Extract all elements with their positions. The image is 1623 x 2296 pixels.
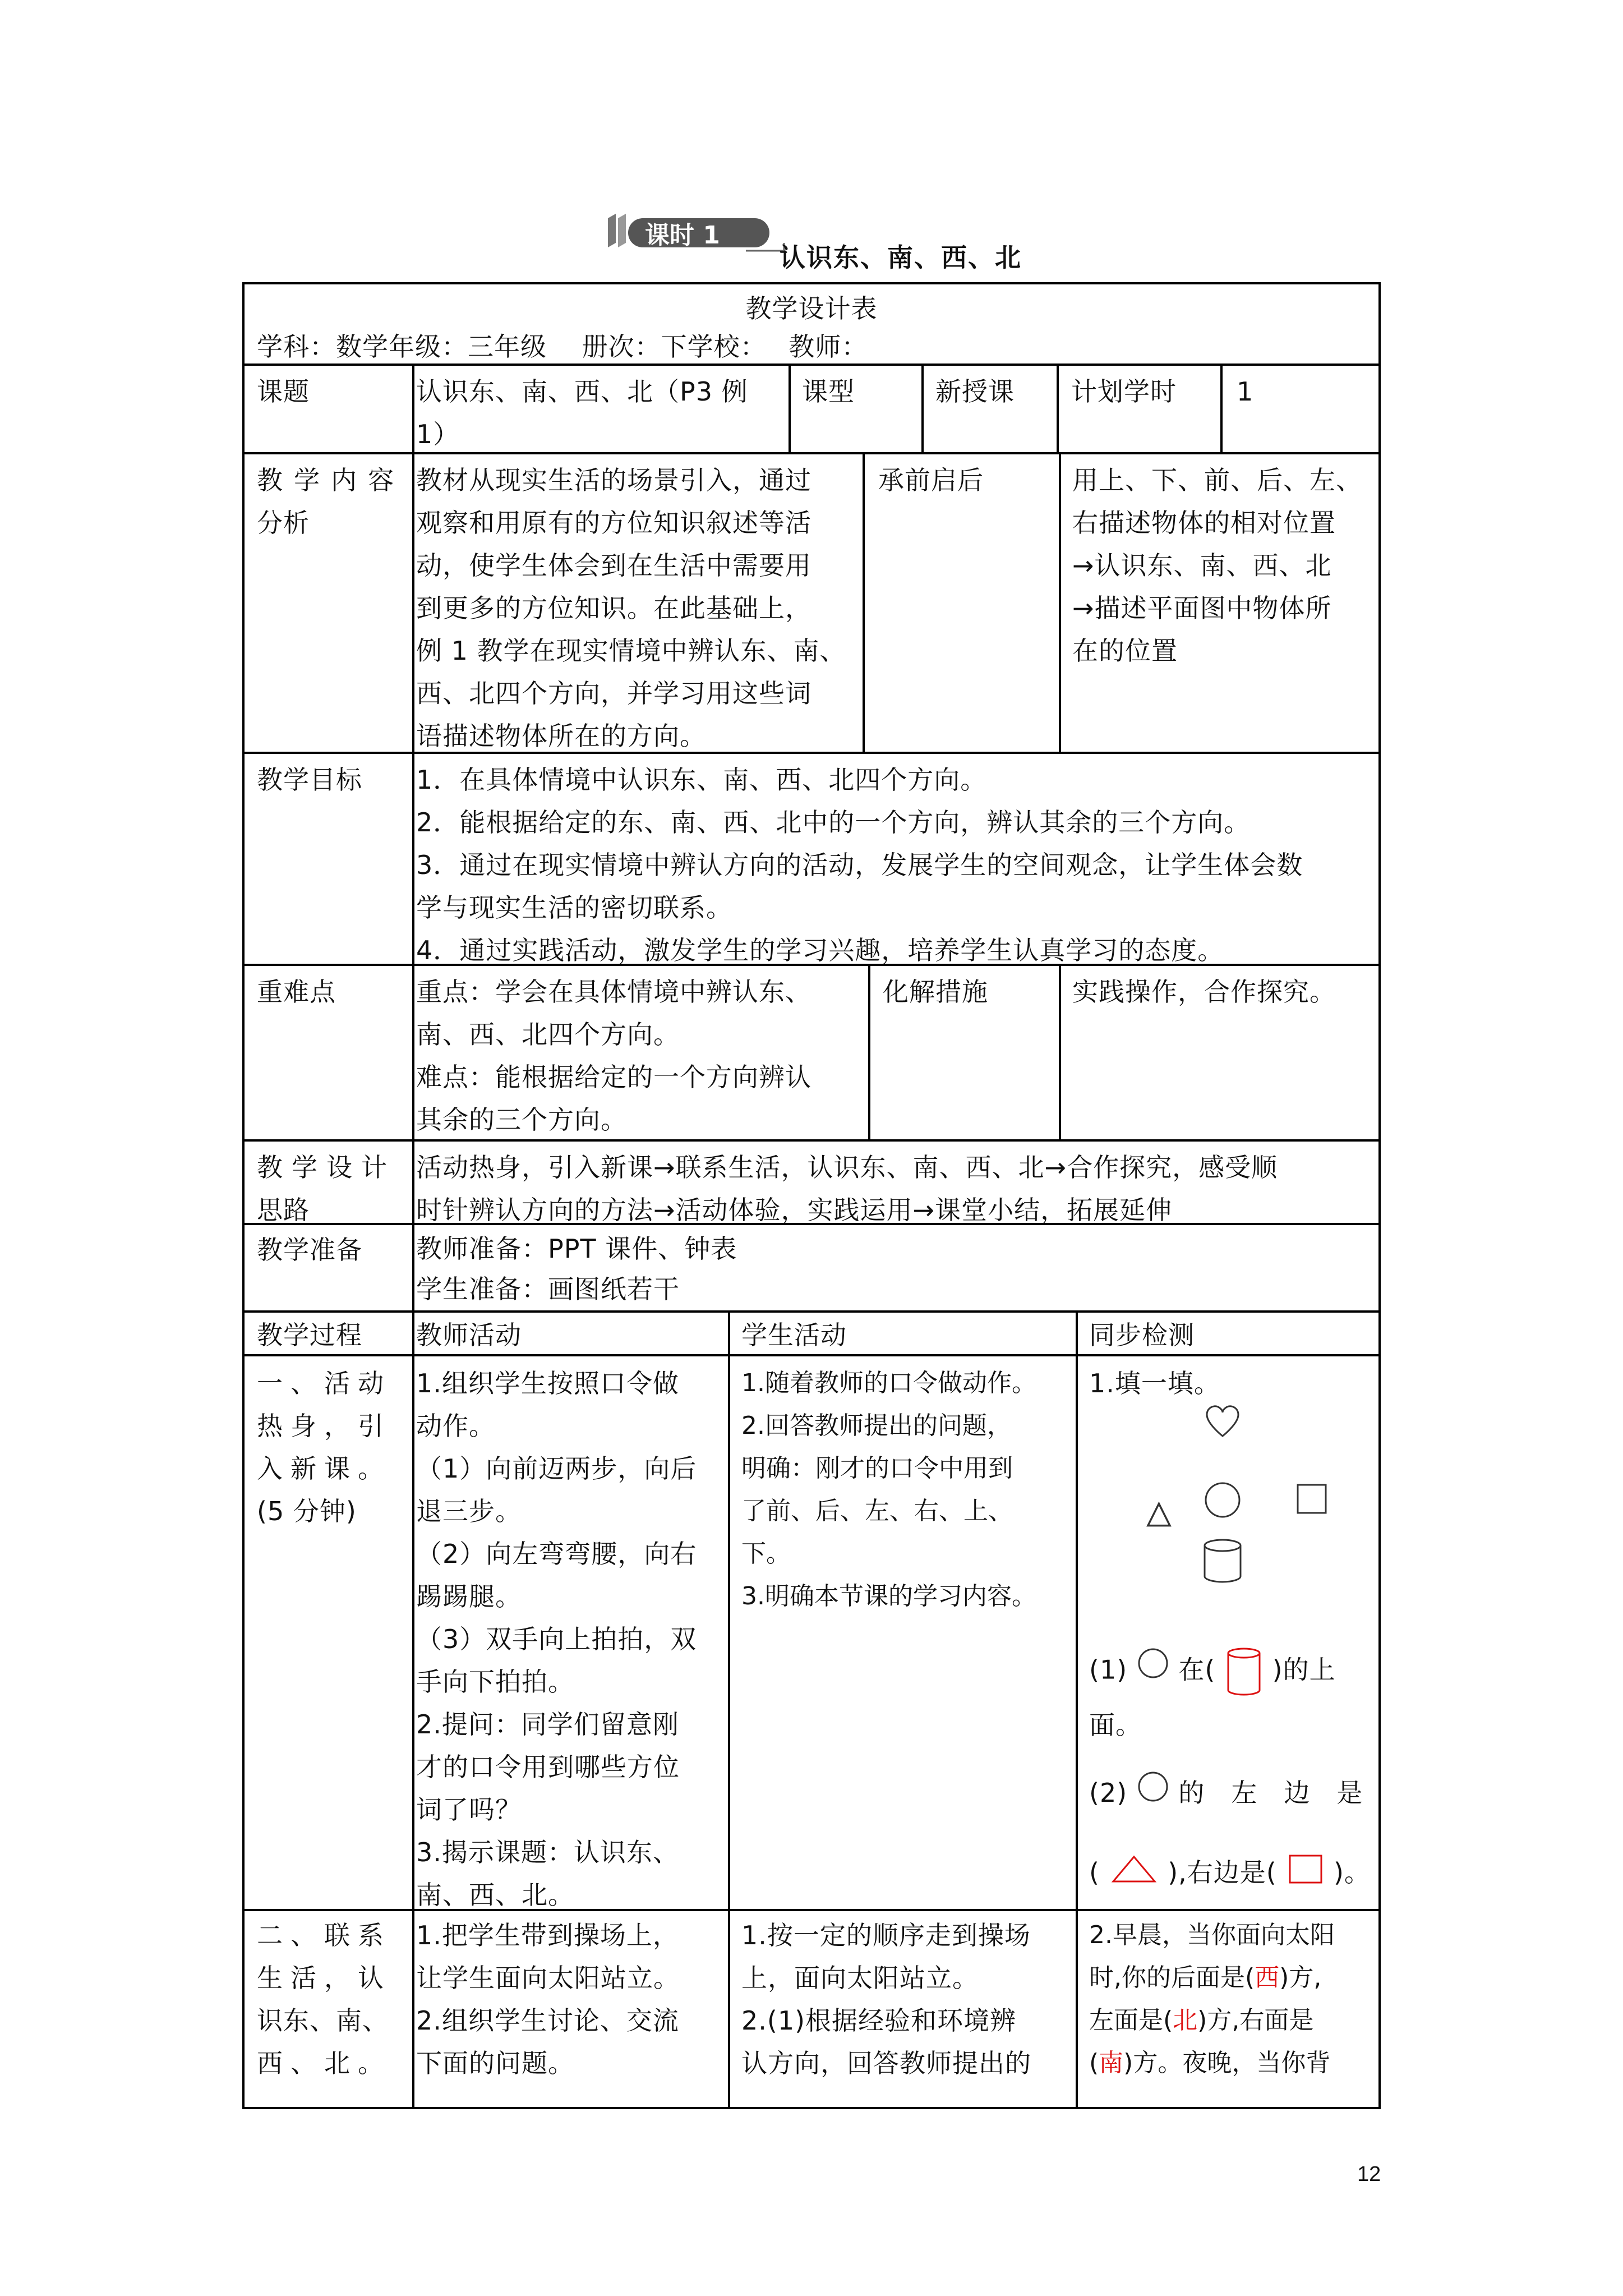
- lesson-title: 认识东、南、西、北: [780, 242, 1022, 273]
- square-answer-icon: [1285, 1852, 1325, 1886]
- stage-2-label-4: 西、北。: [257, 2048, 391, 2078]
- check-2-line-1: 2.早晨，当你面向太阳: [1089, 1921, 1335, 1949]
- planned-hours-label: 计划学时: [1071, 376, 1177, 407]
- content-analysis-text: [416, 459, 859, 757]
- key-points-text: [416, 970, 865, 1141]
- preparation-text: [416, 1228, 1375, 1309]
- stage-1-teacher-line-9: 2.提问：同学们留意刚: [416, 1709, 679, 1740]
- preparation-label: 教学准备: [257, 1235, 362, 1265]
- content-line-5: 例 1 教学在现实情境中辨认东、南、: [416, 636, 846, 666]
- check-2-line-4-c: )方。夜晚，当你背: [1123, 2049, 1331, 2077]
- check-2-line-2-a: 时,你的后面是(: [1089, 1963, 1255, 1992]
- circle-icon: [1206, 1483, 1239, 1517]
- stage-2-student-line-2: 上，面向太阳站立。: [741, 1963, 979, 1993]
- key-point-line-3: 难点：能根据给定的一个方向辨认: [416, 1062, 811, 1092]
- triangle-answer-icon: [1109, 1852, 1159, 1886]
- objective-3-cont: 学与现实生活的密切联系。: [416, 892, 732, 923]
- objective-1: 1．在具体情境中认识东、南、西、北四个方向。: [416, 765, 987, 795]
- connection-line-5: 在的位置: [1072, 636, 1178, 666]
- content-analysis-label-1: 教学内容: [257, 465, 405, 495]
- check-1-title: 1.填一填。: [1089, 1368, 1220, 1398]
- check-2-line-2-c: )方,: [1279, 1963, 1322, 1992]
- connection-line-2: 右描述物体的相对位置: [1072, 508, 1336, 538]
- stage-1-teacher-line-6: 踢踢腿。: [416, 1581, 522, 1612]
- objectives-text: [416, 758, 1375, 972]
- stage-1-teacher-line-1: 1.组织学生按照口令做: [416, 1368, 679, 1398]
- stage-2-student-line-4: 认方向，回答教师提出的: [741, 2048, 1031, 2078]
- stage-2-label-3: 识东、南、: [257, 2005, 389, 2036]
- stage-2-label-2: 生活，认: [257, 1963, 391, 1993]
- check-2-line-2: [1089, 1957, 1376, 1999]
- check-2-line-4: [1089, 2042, 1376, 2085]
- stage-2-student-line-3: 2.(1)根据经验和环境辨: [741, 2005, 1017, 2036]
- student-activity-header: 学生活动: [741, 1320, 847, 1350]
- circle-icon: [1136, 1646, 1170, 1680]
- lesson-type-label: 课型: [802, 376, 855, 407]
- stage-1-teacher-line-4: 退三步。: [416, 1496, 522, 1526]
- resolution-text: 实践操作，合作探究。: [1072, 977, 1336, 1007]
- check-1-shapes: [1082, 1402, 1363, 1588]
- key-point-line-2: 南、西、北四个方向。: [416, 1019, 680, 1050]
- connection-line-3: →认识东、南、西、北: [1072, 550, 1332, 581]
- check-1-question-2-cont: [1089, 1851, 1375, 1894]
- stage-1-label-4: (5 分钟): [257, 1496, 357, 1526]
- q1-mid: 在(: [1178, 1654, 1216, 1685]
- stage-1-teacher-line-11: 词了吗？: [416, 1795, 522, 1825]
- teacher-activity-header: 教师活动: [416, 1320, 522, 1350]
- objective-4: 4．通过实践活动，激发学生的学习兴趣，培养学生认真学习的态度。: [416, 935, 1224, 965]
- content-line-7: 语描述物体所在的方向。: [416, 721, 706, 751]
- answer-south: 南: [1099, 2049, 1124, 2077]
- stage-1-label-1: 一、活动: [257, 1368, 391, 1398]
- lesson-type-value: 新授课: [935, 376, 1015, 407]
- teacher-preparation: 教师准备：PPT 课件、钟表: [416, 1234, 737, 1264]
- check-2-line-3-a: 左面是(: [1089, 2006, 1173, 2035]
- design-idea-line-1: 活动热身，引入新课→联系生活，认识东、南、西、北→合作探究，感受顺: [416, 1152, 1278, 1182]
- content-line-1: 教材从现实生活的场景引入，通过: [416, 465, 811, 495]
- connection-label: 承前启后: [878, 465, 984, 495]
- answer-west: 西: [1255, 1963, 1280, 1992]
- check-2-line-3: [1089, 1999, 1376, 2042]
- stage-1-student-line-3: 明确：刚才的口令中用到: [741, 1454, 1013, 1483]
- check-1-question-1-cont: 面。: [1089, 1710, 1142, 1740]
- topic-value: [416, 370, 786, 455]
- stage-2-label-1: 二、联系: [257, 1920, 391, 1950]
- stage-1-teacher-line-5: （2）向左弯弯腰，向右: [416, 1539, 697, 1569]
- stage-1-student-line-2: 2.回答教师提出的问题，: [741, 1411, 1012, 1440]
- stage-1-label-3: 入新课。: [257, 1453, 391, 1484]
- stage-2-check: [1089, 1914, 1376, 2085]
- stage-2-student: [741, 1914, 1075, 2085]
- stage-1-teacher-line-3: （1）向前迈两步，向后: [416, 1453, 697, 1484]
- stage-1-student-line-1: 1.随着教师的口令做动作。: [741, 1369, 1036, 1397]
- stage-1-student-line-6: 3.明确本节课的学习内容。: [741, 1582, 1036, 1611]
- q2-prefix: (2): [1089, 1778, 1128, 1808]
- objective-2: 2．能根据给定的东、南、西、北中的一个方向，辨认其余的三个方向。: [416, 807, 1251, 838]
- design-idea-label: [257, 1146, 404, 1231]
- content-analysis-label: [257, 459, 404, 544]
- cylinder-icon: [1205, 1540, 1241, 1582]
- key-points-label: 重难点: [257, 977, 336, 1007]
- stage-2-teacher-line-2: 让学生面向太阳站立。: [416, 1963, 680, 1993]
- stage-1-teacher-line-13: 南、西、北。: [416, 1880, 574, 1910]
- stage-2-teacher-line-3: 2.组织学生讨论、交流: [416, 2005, 679, 2036]
- objective-3: 3．通过在现实情境中辨认方向的活动，发展学生的空间观念，让学生体会数: [416, 850, 1303, 880]
- stage-1-student-line-4: 了前、后、左、右、上、: [741, 1497, 1013, 1525]
- content-analysis-label-2: 分析: [257, 508, 310, 538]
- resolution-label: 化解措施: [883, 977, 988, 1007]
- design-idea-label-1: 教学设计: [257, 1152, 396, 1182]
- design-idea-text: [416, 1146, 1375, 1231]
- connection-line-1: 用上、下、前、后、左、: [1072, 465, 1362, 495]
- stage-2-teacher-line-1: 1.把学生带到操场上，: [416, 1920, 679, 1950]
- design-idea-line-2: 时针辨认方向的方法→活动体验，实践运用→课堂小结，拓展延伸: [416, 1195, 1173, 1225]
- page-number: 12: [1357, 2162, 1381, 2186]
- q2-close: )。: [1333, 1857, 1371, 1888]
- triangle-icon: [1148, 1504, 1170, 1526]
- stage-1-teacher: [416, 1362, 726, 1916]
- student-preparation: 学生准备：画图纸若干: [416, 1274, 680, 1304]
- stage-1-teacher-line-10: 才的口令用到哪些方位: [416, 1752, 680, 1782]
- key-point-line-1: 重点：学会在具体情境中辨认东、: [416, 977, 811, 1007]
- design-idea-label-2: 思路: [257, 1195, 310, 1225]
- q2-right: ),右边是(: [1168, 1857, 1277, 1888]
- process-header: 教学过程: [257, 1320, 362, 1350]
- stage-1-teacher-line-8: 手向下拍拍。: [416, 1667, 574, 1697]
- content-line-2: 观察和用原有的方位知识叙述等活: [416, 508, 811, 538]
- table-meta-line: 学科：数学年级：三年级 册次：下学校： 教师：: [257, 332, 868, 362]
- answer-north: 北: [1173, 2006, 1198, 2035]
- content-line-6: 西、北四个方向，并学习用这些词: [416, 678, 811, 708]
- q2-open: (: [1089, 1857, 1100, 1888]
- stage-2-student-line-1: 1.按一定的顺序走到操场: [741, 1920, 1031, 1950]
- circle-icon: [1136, 1770, 1170, 1803]
- table-caption: 教学设计表: [745, 293, 878, 324]
- q2-mid: 的 左 边 是: [1178, 1778, 1363, 1808]
- stage-1-teacher-line-2: 动作。: [416, 1411, 495, 1441]
- stage-1-student: [741, 1362, 1075, 1618]
- connection-text: [1072, 459, 1375, 672]
- cylinder-answer-icon: [1224, 1646, 1264, 1697]
- badge-label: 课时 1: [645, 221, 720, 250]
- check-2-line-3-c: )方,右面是: [1197, 2006, 1314, 2035]
- stage-1-label: [257, 1362, 404, 1533]
- stage-1-student-line-5: 下。: [741, 1539, 791, 1568]
- topic-label: 课题: [257, 376, 310, 407]
- content-line-4: 到更多的方位知识。在此基础上，: [416, 593, 811, 623]
- stage-1-teacher-line-7: （3）双手向上拍拍，双: [416, 1624, 697, 1654]
- q1-prefix: (1): [1089, 1654, 1128, 1685]
- stage-2-label: [257, 1914, 404, 2085]
- stage-2-teacher: [416, 1914, 726, 2085]
- check-1-question-1: [1089, 1646, 1381, 1697]
- key-point-line-4: 其余的三个方向。: [416, 1105, 627, 1135]
- stage-1-teacher-line-12: 3.揭示课题：认识东、: [416, 1837, 679, 1867]
- heart-icon: [1207, 1406, 1238, 1436]
- planned-hours-value: 1: [1237, 376, 1254, 407]
- stage-1-label-2: 热身，引: [257, 1411, 391, 1441]
- content-line-3: 动，使学生体会到在生活中需要用: [416, 550, 811, 581]
- q1-suffix: )的上: [1272, 1654, 1336, 1685]
- topic-line-1: 认识东、南、西、北（P3 例: [416, 376, 748, 407]
- check-2-line-4-a: (: [1089, 2049, 1099, 2077]
- connection-line-4: →描述平面图中物体所: [1072, 593, 1332, 623]
- objectives-label: 教学目标: [257, 765, 362, 795]
- sync-check-header: 同步检测: [1089, 1320, 1195, 1350]
- stage-2-teacher-line-4: 下面的问题。: [416, 2048, 574, 2078]
- square-icon: [1298, 1485, 1326, 1513]
- topic-line-2: 1）: [416, 419, 460, 449]
- check-1-question-2: [1089, 1772, 1370, 1814]
